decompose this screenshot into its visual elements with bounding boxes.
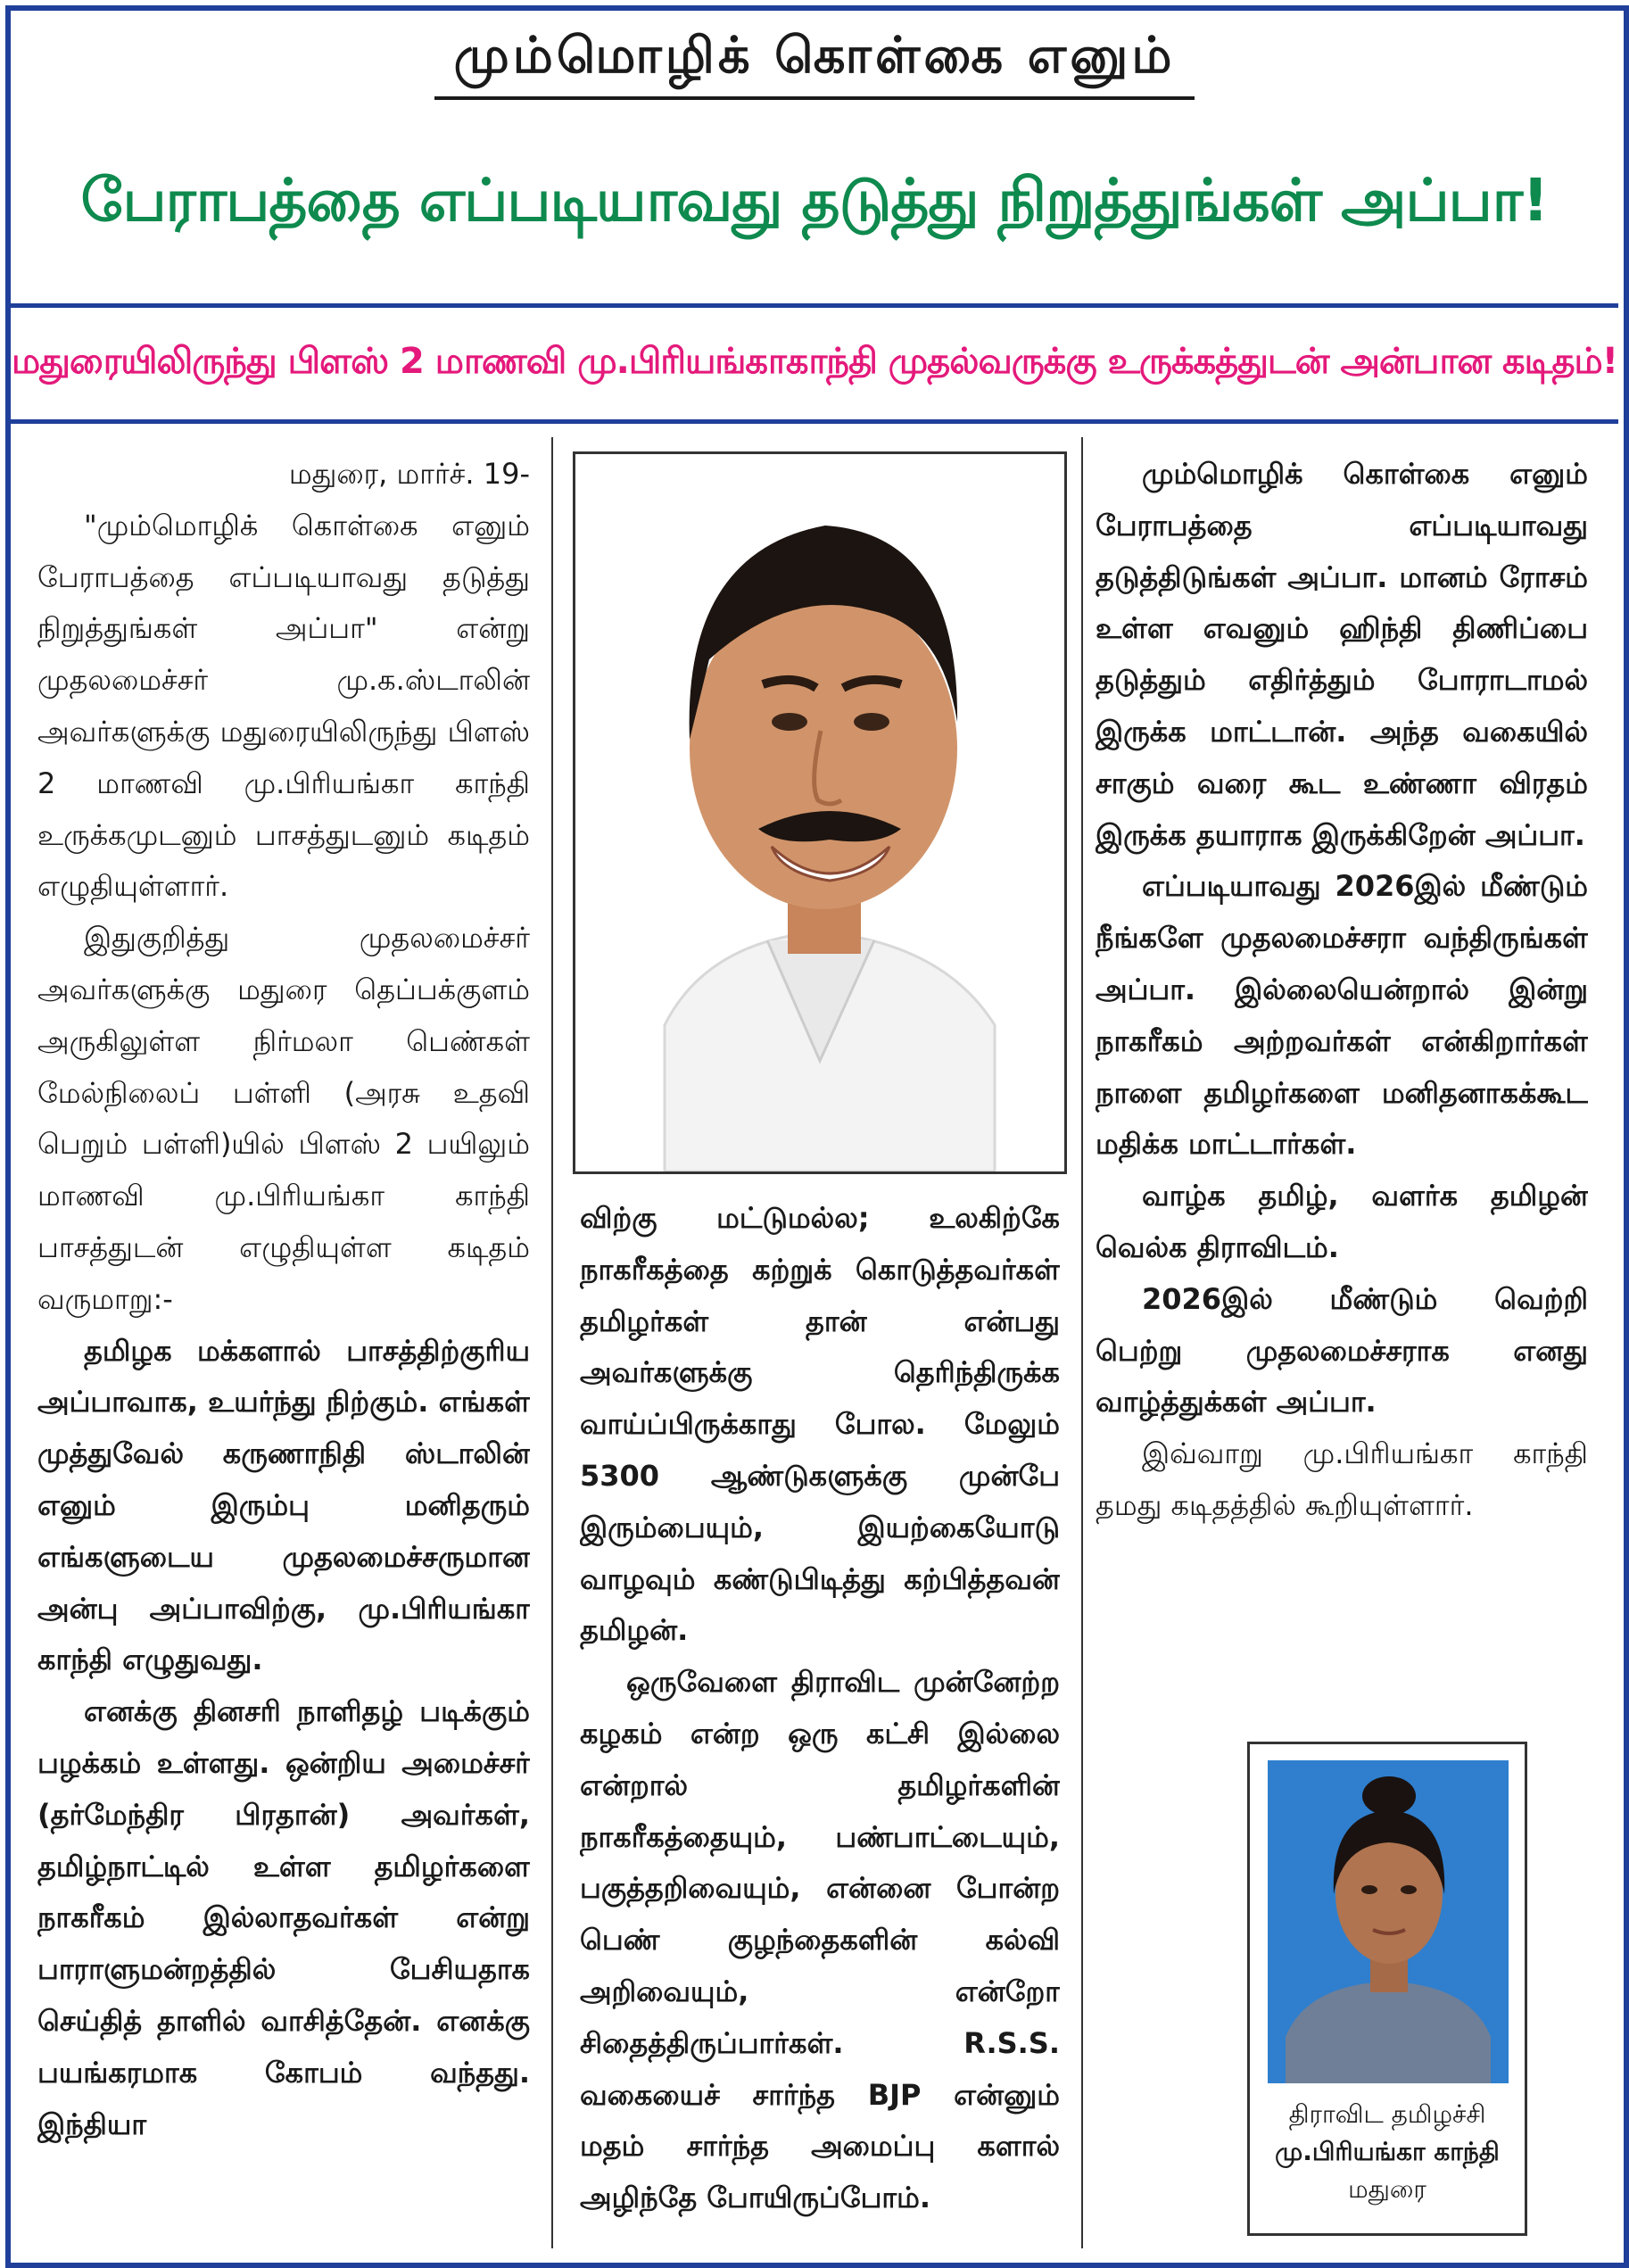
- chief-minister-photo: [573, 451, 1067, 1174]
- caption-title: திராவிட தமிழச்சி: [1288, 2099, 1486, 2129]
- kicker: மும்மொழிக் கொள்கை எனும்: [434, 20, 1195, 100]
- caption-name: மு.பிரியங்கா காந்தி: [1275, 2137, 1500, 2166]
- article-column-3: [1096, 449, 1588, 1725]
- paragraph: ஒருவேளை திராவிட முன்னேற்ற கழகம் என்ற ஒரு கட்சி இல்லை என்றால் தமிழர்களின் நாகரீகத்தையும், பண்பாட்டையும், பகுத்தறிவையும், என்னை போன்ற பெண் குழந்தைகளின் கல்வி அறிவையும், என்றோ சிதைத்திருப்பார்கள். R.S.S. வகையைச் சார்ந்த BJP என்னும் மதம் சார்ந்த அமைப்பு களால் அழிந்தே போயிருப்போம்.: [580, 1665, 1060, 2215]
- student-portrait-illustration: [1268, 1760, 1509, 2083]
- paragraph: மும்மொழிக் கொள்கை எனும் பேராபத்தை எப்படியாவது தடுத்திடுங்கள் அப்பா. மானம் ரோசம் உள்ள எவனும் ஹிந்தி திணிப்பை தடுத்தும் எதிர்த்தும் போராடாமல் இருக்க மாட்டான். அந்த வகையில் சாகும் வரை கூட உண்ணா விரதம் இருக்க தயாராக இருக்கிறேன் அப்பா.: [1096, 457, 1588, 852]
- headline: பேராபத்தை எப்படியாவது தடுத்து நிறுத்துங்கள் அப்பா!: [80, 166, 1549, 235]
- paragraph: இவ்வாறு மு.பிரியங்கா காந்தி தமது கடிதத்தில் கூறியுள்ளார்.: [1096, 1436, 1588, 1522]
- caption-place: மதுரை: [1348, 2174, 1426, 2204]
- column-divider: [551, 437, 553, 2248]
- portrait-illustration: [575, 454, 1064, 1171]
- student-photo-box: [1247, 1742, 1527, 2236]
- paragraph: இதுகுறித்து முதலமைச்சர் அவர்களுக்கு மதுரை தெப்பக்குளம் அருகிலுள்ள நிர்மலா பெண்கள் மேல்நிலைப் பள்ளி (அரசு உதவி பெறும் பள்ளி)யில் பிளஸ் 2 பயிலும் மாணவி மு.பிரியங்கா காந்தி பாசத்துடன் எழுதியுள்ள கடிதம் வருமாறு:-: [37, 921, 530, 1316]
- paragraph: எப்படியாவது 2026இல் மீண்டும் நீங்களே முதலமைச்சரா வந்திருங்கள் அப்பா. இல்லையென்றால் இன்று நாகரீகம் அற்றவர்கள் என்கிறார்கள் நாளை தமிழர்களை மனிதனாகக்கூட மதிக்க மாட்டார்கள்.: [1096, 869, 1588, 1162]
- article-column-2: [580, 1193, 1060, 2255]
- paragraph: 2026இல் மீண்டும் வெற்றி பெற்று முதலமைச்சராக எனது வாழ்த்துக்கள் அப்பா.: [1096, 1281, 1588, 1420]
- paragraph: "மும்மொழிக் கொள்கை எனும் பேராபத்தை எப்படியாவது தடுத்து நிறுத்துங்கள் அப்பா" என்று முதலமைச்சர் மு.க.ஸ்டாலின் அவர்களுக்கு மதுரையிலிருந்து பிளஸ் 2 மாணவி மு.பிரியங்கா காந்தி உருக்கமுடனும் பாசத்துடனும் கடிதம் எழுதியுள்ளார்.: [37, 508, 530, 904]
- subheadline-divider: [11, 419, 1618, 424]
- paragraph: எனக்கு தினசரி நாளிதழ் படிக்கும் பழக்கம் உள்ளது. ஒன்றிய அமைச்சர் (தர்மேந்திர பிரதான்) அவர்கள், தமிழ்நாட்டில் உள்ள தமிழர்களை நாகரீகம் இல்லாதவர்கள் என்று பாராளுமன்றத்தில் பேசியதாக செய்தித் தாளில் வாசித்தேன். எனக்கு பயங்கரமாக கோபம் வந்தது. இந்தியா: [37, 1694, 530, 2141]
- dateline: மதுரை, மார்ச். 19-: [288, 457, 530, 491]
- student-photo: [1268, 1760, 1509, 2083]
- article-column-1: [37, 449, 530, 2251]
- paragraph: தமிழக மக்களால் பாசத்திற்குரிய அப்பாவாக, உயர்ந்து நிற்கும். எங்கள் முத்துவேல் கருணாநிதி ஸ்டாலின் எனும் இரும்பு மனிதரும் எங்களுடைய முதலமைச்சருமான அன்பு அப்பாவிற்கு, மு.பிரியங்கா காந்தி எழுதுவது.: [37, 1333, 530, 1677]
- kicker-container: [0, 20, 1629, 100]
- column-divider: [1081, 437, 1083, 2248]
- subheadline: மதுரையிலிருந்து பிளஸ் 2 மாணவி மு.பிரியங்காகாந்தி முதல்வருக்கு உருக்கத்துடன் அன்பான கடிதம்!: [12, 341, 1617, 382]
- paragraph: விற்கு மட்டுமல்ல; உலகிற்கே நாகரீகத்தை கற்றுக் கொடுத்தவர்கள் தமிழர்கள் தான் என்பது அவர்களுக்கு தெரிந்திருக்க வாய்ப்பிருக்காது போல. மேலும் 5300 ஆண்டுகளுக்கு முன்பே இரும்பையும், இயற்கையோடு வாழவும் கண்டுபிடித்து கற்பித்தவன் தமிழன்.: [580, 1201, 1060, 1648]
- paragraph: வாழ்க தமிழ், வளர்க தமிழன் வெல்க திராவிடம்.: [1096, 1179, 1588, 1264]
- header-divider: [11, 303, 1618, 308]
- student-caption: [1250, 2096, 1525, 2208]
